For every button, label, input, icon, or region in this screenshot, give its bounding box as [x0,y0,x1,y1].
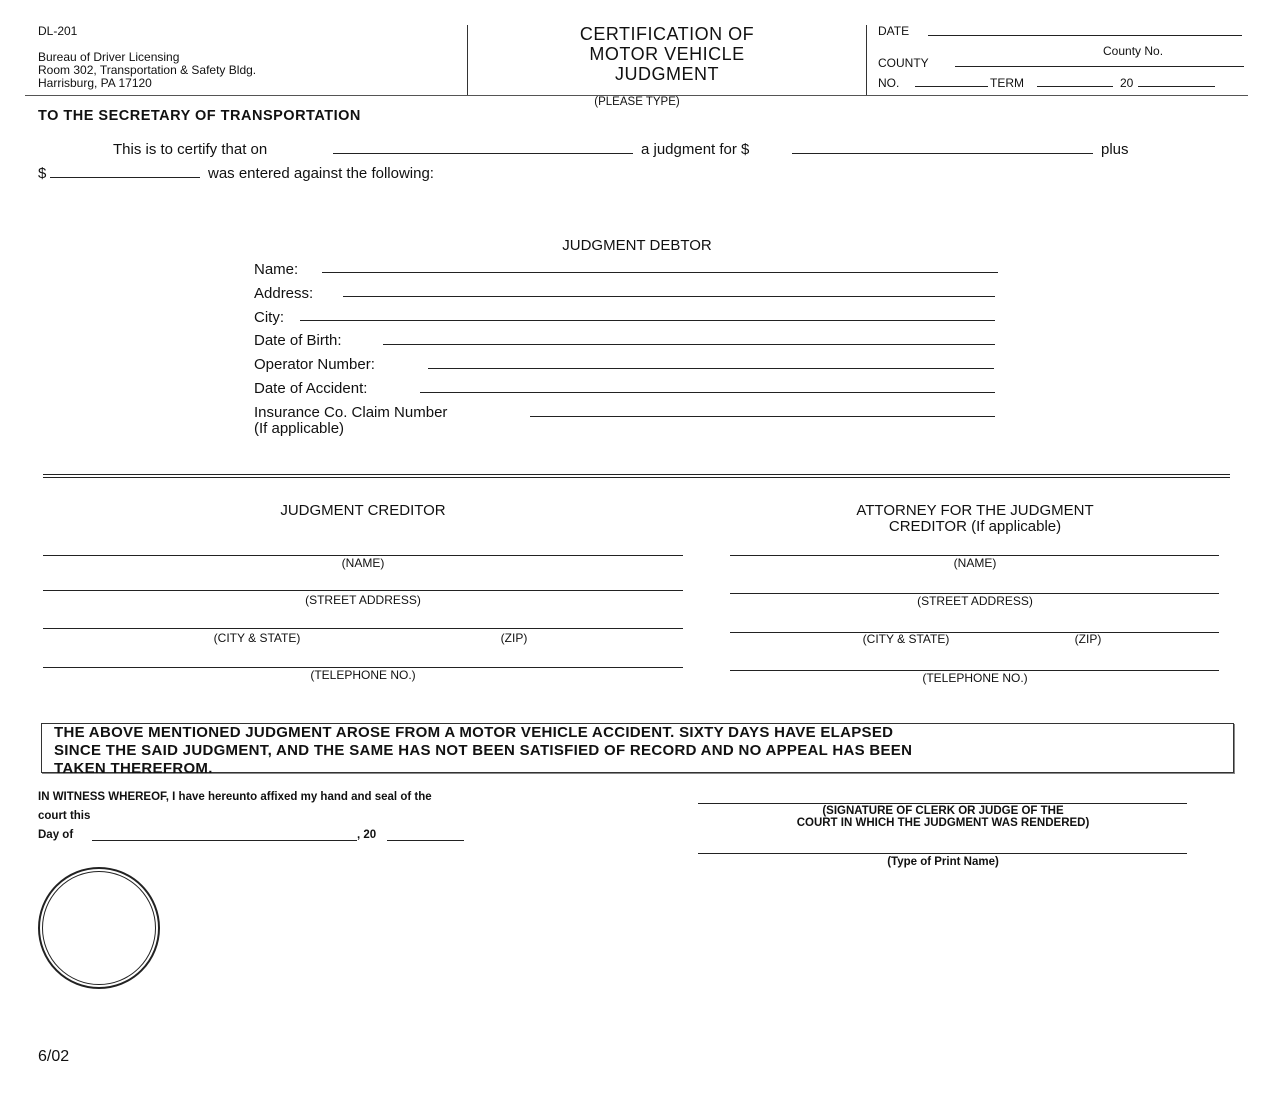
debtor-operator-number-field[interactable] [428,368,994,369]
form-title-line1: CERTIFICATION OF [579,24,755,44]
creditor-zip-label: (ZIP) [500,631,528,645]
divider [866,25,867,95]
attorney-name-label: (NAME) [953,556,997,570]
term-field[interactable] [1037,86,1113,87]
statement-line1: THE ABOVE MENTIONED JUDGMENT AROSE FROM A MOTOR VEHICLE ACCIDENT. SIXTY DAYS HAVE ELAPSED [54,724,894,741]
creditor-city-label: (CITY & STATE) [213,631,301,645]
revision-date: 6/02 [38,1048,70,1065]
agency-room: Room 302, Transportation & Safety Bldg. [38,63,257,77]
year-field[interactable] [1138,86,1215,87]
creditor-phone-label: (TELEPHONE NO.) [310,668,416,682]
witness-year-label: , 20 [357,829,377,841]
creditor-name-label: (NAME) [341,556,385,570]
creditor-city-field[interactable] [43,628,683,629]
please-type-note: (PLEASE TYPE) [594,96,680,108]
entered-text: was entered against the following: [208,165,434,182]
claim-number-label: Insurance Co. Claim Number [254,404,448,421]
form-title-line3: JUDGMENT [615,64,719,84]
no-field[interactable] [915,86,988,87]
debtor-address-field[interactable] [343,296,995,297]
statement-box [41,723,1234,777]
attorney-heading-line2: CREDITOR (If applicable) [888,518,1062,535]
plus-text: plus [1101,141,1129,158]
if-applicable-note: (If applicable) [254,420,345,437]
debtor-accident-date-field[interactable] [420,392,995,393]
accident-date-label: Date of Accident: [254,380,368,397]
certify-text: This is to certify that on [113,141,268,158]
agency-name: Bureau of Driver Licensing [38,50,180,64]
attorney-city-field[interactable] [730,632,1219,633]
form-number: DL-201 [38,24,78,38]
dob-label: Date of Birth: [254,332,342,349]
date-label: DATE [878,24,910,38]
court-seal-circle [38,867,160,989]
city-label: City: [254,309,284,326]
print-name-field[interactable] [698,853,1187,854]
witness-year-field[interactable] [387,840,464,841]
creditor-street-field[interactable] [43,590,683,591]
debtor-heading: JUDGMENT DEBTOR [562,237,712,254]
signature-label-line2: COURT IN WHICH THE JUDGMENT WAS RENDERED) [796,817,1090,829]
attorney-heading-line1: ATTORNEY FOR THE JUDGMENT [856,502,1094,519]
operator-number-label: Operator Number: [254,356,375,373]
statement-line3: TAKEN THEREFROM. [54,760,213,777]
debtor-name-field[interactable] [322,272,998,273]
no-label: NO. [878,76,900,90]
debtor-dob-field[interactable] [383,344,995,345]
addressee: TO THE SECRETARY OF TRANSPORTATION [38,108,361,124]
date-field[interactable] [928,35,1242,36]
attorney-city-label: (CITY & STATE) [862,632,950,646]
creditor-street-label: (STREET ADDRESS) [305,593,421,607]
judgment-for-text: a judgment for $ [641,141,750,158]
term-label: TERM [990,76,1024,90]
print-name-label: (Type of Print Name) [887,856,999,868]
county-no-label: County No. [1103,44,1164,58]
divider [467,25,468,95]
county-field[interactable] [955,66,1244,67]
signature-label-line1: (SIGNATURE OF CLERK OR JUDGE OF THE [822,805,1064,817]
form-title-line2: MOTOR VEHICLE [589,44,745,64]
judgment-amount-field[interactable] [792,153,1093,154]
year-label: 20 [1120,76,1134,90]
section-divider [43,474,1230,478]
court-this-text: court this [38,810,91,822]
name-label: Name: [254,261,299,278]
creditor-heading: JUDGMENT CREDITOR [280,502,446,519]
additional-amount-field[interactable] [50,177,200,178]
day-of-label: Day of [38,829,74,841]
county-label: COUNTY [878,56,929,70]
day-of-field[interactable] [92,840,357,841]
address-label: Address: [254,285,314,302]
attorney-zip-label: (ZIP) [1074,632,1102,646]
agency-city: Harrisburg, PA 17120 [38,76,152,90]
attorney-phone-label: (TELEPHONE NO.) [922,671,1028,685]
debtor-city-field[interactable] [300,320,995,321]
attorney-street-label: (STREET ADDRESS) [917,594,1033,608]
witness-text: IN WITNESS WHEREOF, I have hereunto affixed my hand and seal of the [38,791,432,803]
judgment-date-field[interactable] [333,153,633,154]
dollar-sign: $ [38,165,47,182]
statement-line2: SINCE THE SAID JUDGMENT, AND THE SAME HAS NOT BEEN SATISFIED OF RECORD AND NO APPEAL HAS BEEN [54,742,913,759]
debtor-claim-number-field[interactable] [530,416,995,417]
signature-field[interactable] [698,803,1187,804]
